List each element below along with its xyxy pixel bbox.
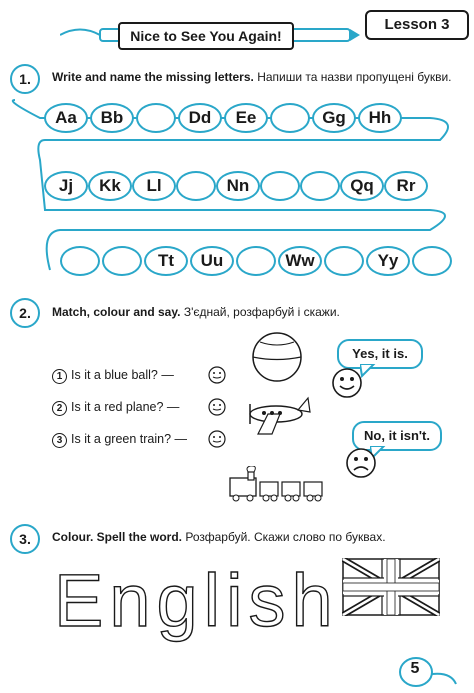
uk-flag-icon[interactable]: [342, 558, 440, 616]
question-2: [52, 400, 179, 416]
letter-row-2: [44, 171, 444, 199]
letter-oval: Uu: [190, 246, 234, 276]
letter-oval: Yy: [366, 246, 410, 276]
ball-icon[interactable]: [250, 330, 304, 384]
question-text: Is it a blue ball? —: [71, 368, 174, 382]
outline-word: English: [54, 559, 339, 642]
question-text: Is it a red plane? —: [71, 400, 180, 414]
train-icon[interactable]: [220, 466, 332, 504]
blank-letter-oval[interactable]: [270, 103, 310, 133]
exercise-number-2: 2.: [10, 298, 40, 328]
blank-letter-oval[interactable]: [300, 171, 340, 201]
instruction-uk: Розфарбуй. Скажи слово по буквах.: [185, 530, 386, 544]
letter-oval: Kk: [88, 171, 132, 201]
question-number: 1: [52, 369, 67, 384]
letter-oval: Qq: [340, 171, 384, 201]
question-number: 3: [52, 433, 67, 448]
letter-oval: Hh: [358, 103, 402, 133]
exercise-number-1: 1.: [10, 64, 40, 94]
lesson-label: Lesson 3: [365, 10, 469, 40]
letter-oval: Ww: [278, 246, 322, 276]
instruction-en: Write and name the missing letters.: [52, 70, 254, 84]
blank-letter-oval[interactable]: [176, 171, 216, 201]
exercise-3-instruction: [52, 530, 386, 544]
letter-oval: Rr: [384, 171, 428, 201]
face-blank-icon[interactable]: [207, 429, 227, 449]
instruction-en: Colour. Spell the word.: [52, 530, 183, 544]
face-blank-icon[interactable]: [207, 365, 227, 385]
letter-oval: Ll: [132, 171, 176, 201]
answer-bubble-yes: Yes, it is.: [337, 339, 423, 369]
instruction-uk: З'єднай, розфарбуй і скажи.: [183, 305, 340, 319]
blank-letter-oval[interactable]: [236, 246, 276, 276]
blank-letter-oval[interactable]: [102, 246, 142, 276]
blank-letter-oval[interactable]: [412, 246, 452, 276]
blank-letter-oval[interactable]: [136, 103, 176, 133]
english-word-outline[interactable]: [54, 554, 344, 644]
letter-oval: Ee: [224, 103, 268, 133]
sad-face-icon: [344, 446, 378, 480]
letter-oval: Jj: [44, 171, 88, 201]
exercise-1-instruction: [52, 70, 452, 84]
letter-row-3: [60, 246, 460, 274]
letter-oval: Gg: [312, 103, 356, 133]
exercise-number-3: 3.: [10, 524, 40, 554]
question-3: [52, 432, 187, 448]
letter-oval: Dd: [178, 103, 222, 133]
page-number: 5: [410, 660, 420, 677]
answer-bubble-no: No, it isn't.: [352, 421, 442, 451]
letter-oval: Tt: [144, 246, 188, 276]
page-title: Nice to See You Again!: [118, 22, 294, 50]
blank-letter-oval[interactable]: [324, 246, 364, 276]
face-blank-icon[interactable]: [207, 397, 227, 417]
letter-oval: Aa: [44, 103, 88, 133]
smile-face-icon: [330, 366, 364, 400]
question-number: 2: [52, 401, 67, 416]
letter-oval: Bb: [90, 103, 134, 133]
blank-letter-oval[interactable]: [60, 246, 100, 276]
instruction-uk: Напиши та назви пропущені букви.: [257, 70, 452, 84]
plane-icon[interactable]: [238, 392, 312, 442]
exercise-2-instruction: [52, 305, 340, 319]
question-text: Is it a green train? —: [71, 432, 188, 446]
question-1: [52, 368, 174, 384]
letter-oval: Nn: [216, 171, 260, 201]
instruction-en: Match, colour and say.: [52, 305, 181, 319]
letter-row-1: [44, 103, 444, 131]
blank-letter-oval[interactable]: [260, 171, 300, 201]
